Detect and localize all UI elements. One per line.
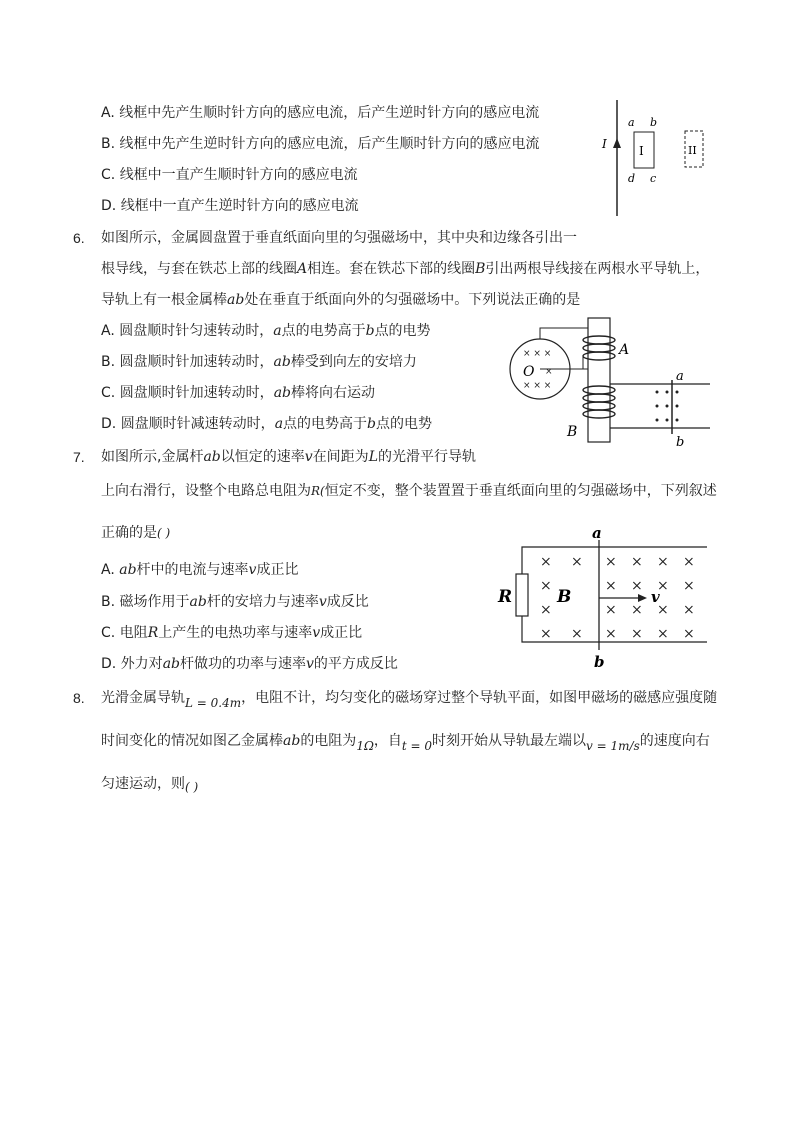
svg-text:×: × [540, 578, 552, 594]
q6-figure [505, 316, 715, 448]
q6-label-B: B [567, 424, 578, 440]
q5-label-a: a [628, 116, 635, 129]
q6-option-c: C. 圆盘顺时针加速转动时，ab棒将向右运动 [101, 385, 375, 401]
svg-text:× × ×: × × × [523, 349, 552, 359]
svg-text:× × ×: × × × [523, 381, 552, 391]
svg-text:×: × [631, 626, 643, 642]
q7-stem-line1: 如图所示,金属杆ab以恒定的速率v在间距为L的光滑平行导轨 [101, 449, 476, 465]
q8-stem-line2: 时间变化的情况如图乙金属棒ab的电阻为1Ω，自t = 0时刻开始从导轨最左端以v = 1m/s的速度向右 [101, 733, 710, 753]
svg-text:×: × [631, 602, 643, 618]
q7-stem-line2: 上向右滑行，设整个电路总电阻为R(恒定不变，整个装置置于垂直纸面向里的匀强磁场中，下列叙述 [101, 483, 717, 499]
q7-label-a: a [592, 524, 602, 542]
q5-frame1-label: I [639, 144, 644, 158]
q7-figure [495, 520, 710, 672]
q6-stem-line2: 根导线，与套在铁芯上部的线圈A相连。套在铁芯下部的线圈B引出两根导线接在两根水平导轨上， [101, 261, 710, 277]
svg-text:×: × [657, 626, 669, 642]
q6-option-d: D. 圆盘顺时针减速转动时，a点的电势高于b点的电势 [101, 416, 433, 432]
svg-text:×: × [683, 626, 695, 642]
q6-label-A: A [619, 342, 630, 358]
svg-text:×: × [605, 578, 617, 594]
q6-label-a: a [676, 369, 684, 384]
q7-label-B: B [557, 587, 572, 607]
q5-option-a: A. 线框中先产生顺时针方向的感应电流，后产生逆时针方向的感应电流 [101, 105, 540, 121]
q5-label-c: c [650, 172, 657, 185]
svg-text:×: × [657, 554, 669, 570]
q7-option-a: A. ab杆中的电流与速率v成正比 [101, 562, 299, 578]
svg-text:×: × [657, 578, 669, 594]
svg-text:×: × [683, 602, 695, 618]
q5-label-d: d [628, 172, 636, 185]
svg-text:×: × [683, 554, 695, 570]
q7-label-b: b [594, 653, 605, 671]
q7-option-c: C. 电阻R上产生的电热功率与速率v成正比 [101, 625, 363, 641]
q7-label-R: R [498, 587, 513, 607]
svg-text:×: × [605, 554, 617, 570]
q6-number: 6. [73, 230, 85, 246]
q7-label-v: v [651, 588, 660, 606]
q5-option-b: B. 线框中先产生逆时针方向的感应电流，后产生顺时针方向的感应电流 [101, 136, 540, 152]
q5-label-current: I [602, 137, 607, 151]
svg-text:×: × [683, 578, 695, 594]
q6-option-b: B. 圆盘顺时针加速转动时，ab棒受到向左的安培力 [101, 354, 417, 370]
q8-number: 8. [73, 690, 85, 706]
svg-text:×: × [605, 602, 617, 618]
svg-text:×: × [540, 626, 552, 642]
q5-option-d: D. 线框中一直产生逆时针方向的感应电流 [101, 198, 359, 214]
svg-text:×: × [540, 602, 552, 618]
q7-option-d: D. 外力对ab杆做功的功率与速率v的平方成反比 [101, 656, 398, 672]
q5-option-c: C. 线框中一直产生顺时针方向的感应电流 [101, 167, 358, 183]
q5-label-b: b [650, 116, 658, 129]
q8-stem-line3: 匀速运动，则( ) [101, 776, 199, 794]
q5-frame2-label: II [688, 144, 697, 157]
svg-text:×: × [657, 602, 669, 618]
q6-stem-line3: 导轨上有一根金属棒ab处在垂直于纸面向外的匀强磁场中。下列说法正确的是 [101, 292, 581, 308]
svg-text:×: × [571, 554, 583, 570]
q6-label-b: b [676, 435, 685, 450]
q7-option-b: B. 磁场作用于ab杆的安培力与速率v成反比 [101, 594, 369, 610]
svg-text:×: × [545, 367, 553, 377]
q8-stem-line1: 光滑金属导轨L = 0.4m，电阻不计，均匀变化的磁场穿过整个导轨平面，如图甲磁场的磁感应强度随 [101, 690, 718, 710]
svg-text:×: × [571, 626, 583, 642]
q6-stem-line1: 如图所示，金属圆盘置于垂直纸面向里的匀强磁场中，其中央和边缘各引出一 [101, 230, 577, 246]
svg-text:×: × [631, 554, 643, 570]
q6-option-a: A. 圆盘顺时针匀速转动时，a点的电势高于b点的电势 [101, 323, 431, 339]
q7-number: 7. [73, 449, 85, 465]
svg-text:×: × [540, 554, 552, 570]
q6-label-O: O [523, 364, 535, 380]
q7-stem-line3: 正确的是( ) [101, 525, 171, 541]
q5-figure [598, 98, 718, 220]
svg-text:×: × [631, 578, 643, 594]
svg-text:×: × [605, 626, 617, 642]
